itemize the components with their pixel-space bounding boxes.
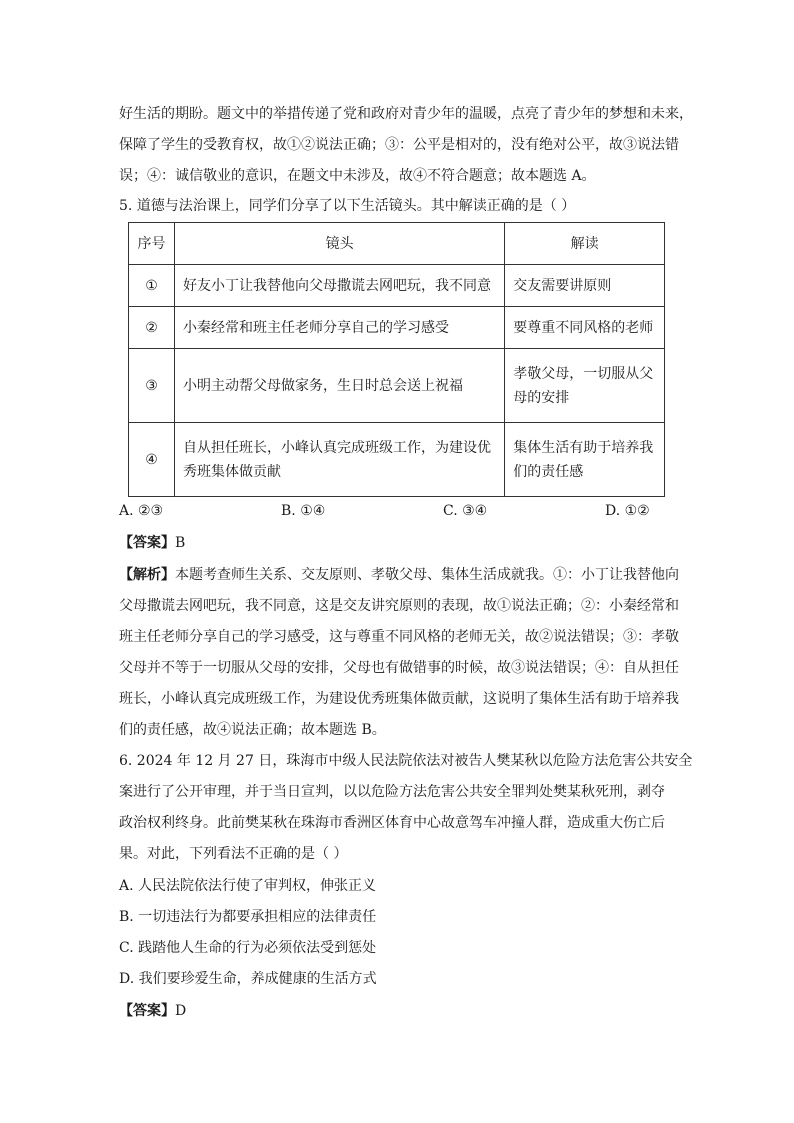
question-6-stem-line-4: 果。对此，下列看法不正确的是（ ） [119,846,348,862]
q5-analysis-line-3: 班主任老师分享自己的学习感受，这与尊重不同风格的老师无关，故②说法错误；③：孝敬 [119,629,679,645]
header-number: 序号 [129,223,175,265]
question-6-stem-line-3: 政治权利终身。此前樊某秋在珠海市香洲区体育中心故意驾车冲撞人群，造成重大伤亡后 [119,815,665,831]
table-row [129,307,665,349]
q6-option-a: A. 人民法院依法行使了审判权，伸张正义 [119,878,377,894]
header-interpretation: 解读 [505,223,665,265]
q5-analysis-line-6: 们的责任感，故④说法正确；故本题选 B。 [119,722,386,738]
q5-option-c: C. ③④ [443,503,488,519]
intro-line-3: 误；④：诚信敬业的意识，在题文中未涉及，故④不符合题意；故本题选 A。 [119,168,596,184]
answer-label: 【答案】 [119,535,175,551]
q6-option-c: C. 践踏他人生命的行为必须依法受到惩处 [119,940,377,956]
table-row [129,265,665,307]
q5-analysis-line-1 [119,566,679,584]
q5-answer [119,534,679,552]
table-row [129,423,665,497]
question-5-table [128,222,665,497]
question-6-stem-line-2: 案进行了公开审理，并于当日宣判，以以危险方法危害公共安全罪判处樊某秋死刑，剥夺 [119,784,665,800]
row-scene: 小明主动帮父母做家务，生日时总会送上祝福 [174,349,504,423]
q6-answer [119,1002,679,1020]
answer-label: 【答案】 [119,1003,175,1019]
q5-analysis-line-2: 父母撒谎去网吧玩，我不同意，这是交友讲究原则的表现，故①说法正确；②：小秦经常和 [119,598,679,614]
q6-option-d: D. 我们要珍爱生命，养成健康的生活方式 [119,971,377,987]
row-number: ② [129,307,175,349]
q5-analysis-line-4: 父母并不等于一切服从父母的安排，父母也有做错事的时候，故③说法错误；④：自从担任 [119,660,679,676]
question-6-stem-line-1: 6. 2024 年 12 月 27 日，珠海市中级人民法院依法对被告人樊某秋以危险方法危害公共安全 [119,753,693,769]
row-scene: 好友小丁让我替他向父母撒谎去网吧玩，我不同意 [174,265,504,307]
row-interpretation: 集体生活有助于培养我们的责任感 [505,423,665,497]
row-interpretation: 交友需要讲原则 [505,265,665,307]
table-header-row [129,223,665,265]
row-scene: 自从担任班长，小峰认真完成班级工作，为建设优秀班集体做贡献 [174,423,504,497]
intro-line-1: 好生活的期盼。题文中的举措传递了党和政府对青少年的温暖，点亮了青少年的梦想和未来， [119,106,693,122]
header-scene: 镜头 [174,223,504,265]
question-5-stem: 5. 道德与法治课上，同学们分享了以下生活镜头。其中解读正确的是（ ） [119,198,576,214]
q5-option-b: B. ①④ [281,503,326,519]
q5-option-d: D. ①② [605,503,650,519]
q5-option-a: A. ②③ [119,503,164,519]
table-row [129,349,665,423]
answer-value: B [175,535,186,551]
intro-line-2: 保障了学生的受教育权，故①②说法正确；③：公平是相对的，没有绝对公平，故③说法错 [119,137,679,153]
row-number: ③ [129,349,175,423]
analysis-label: 【解析】 [119,567,175,583]
answer-value: D [175,1003,187,1019]
q5-analysis-line-5: 班长，小峰认真完成班级工作，为建设优秀班集体做贡献，这说明了集体生活有助于培养我 [119,691,679,707]
row-scene: 小秦经常和班主任老师分享自己的学习感受 [174,307,504,349]
analysis-text: 本题考查师生关系、交友原则、孝敬父母、集体生活成就我。①：小丁让我替他向 [175,567,679,583]
row-interpretation: 要尊重不同风格的老师 [505,307,665,349]
row-number: ④ [129,423,175,497]
row-number: ① [129,265,175,307]
row-interpretation: 孝敬父母，一切服从父母的安排 [505,349,665,423]
q6-option-b: B. 一切违法行为都要承担相应的法律责任 [119,909,377,925]
